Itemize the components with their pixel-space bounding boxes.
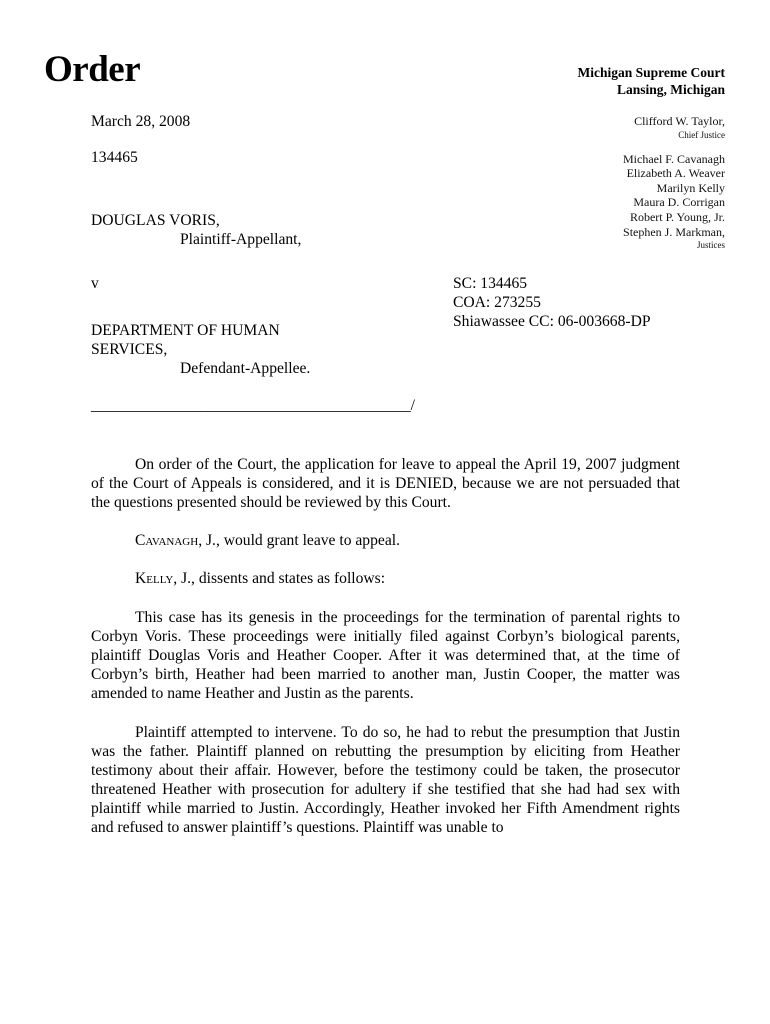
justice-name: Robert P. Young, Jr.: [629, 209, 725, 224]
coa-number: COA: 273255: [453, 294, 541, 311]
circuit-court-number: Shiawassee CC: 06-003668-DP: [453, 313, 651, 330]
order-paragraph: [91, 455, 680, 512]
court-header: [578, 64, 726, 98]
statement-text: , J., would grant leave to appeal.: [198, 532, 400, 549]
plaintiff-name: DOUGLAS VORIS,: [91, 212, 220, 229]
defendant-role: Defendant-Appellee.: [180, 360, 311, 377]
defendant-name-line1: DEPARTMENT OF HUMAN: [91, 322, 280, 339]
justices-role: Justices: [697, 240, 725, 251]
defendant-block: [91, 321, 310, 378]
docket-number: 134465: [91, 149, 138, 166]
justice-name: Stephen J. Markman,: [623, 224, 725, 239]
order-title: Order: [44, 49, 141, 90]
paragraph-text: Plaintiff attempted to intervene. To do so, he had to rebut the presumption that Justin was the father. Plaintiff planned on rebutting the presumption by eliciting from Heather testimony about their affair. However, before the testimony could be taken, the prosecutor threatened Heather with prosecution for adultery if she testified that she had had sex with plaintiff while married to Justin. Accordingly, Heather invoked her Fifth Amendment rights and refused to answer plaintiff’s questions. Plaintiff was unable to: [91, 724, 680, 836]
paragraph-text: This case has its genesis in the proceedings for the termination of parental rights to Corbyn Voris. These proceedings were initially filed against Corbyn’s biological parents, plaintiff Douglas Voris and Heather Cooper. After it was determined that, at the time of Corbyn’s birth, Heather had been married to another man, Justin Cooper, the matter was amended to name Heather and Justin as the parents.: [91, 609, 680, 702]
case-numbers: [453, 274, 651, 331]
chief-justice-role: Chief Justice: [678, 129, 725, 140]
order-date: March 28, 2008: [91, 113, 191, 130]
versus-label: v: [91, 275, 99, 292]
dissent-paragraph: [91, 608, 680, 703]
paragraph-text: On order of the Court, the application for leave to appeal the April 19, 2007 judgment of the Court of Appeals is considered, and it is DENIED, because we are not persuaded that the questions presented should be reviewed by this Court.: [91, 456, 680, 511]
dissent-paragraph: [91, 723, 680, 837]
chief-justice-name: Clifford W. Taylor,: [634, 114, 725, 128]
justice-surname: Cavanagh: [135, 532, 199, 549]
justice-name: Marilyn Kelly: [656, 180, 725, 195]
justices-list: [623, 114, 725, 251]
justice-name: Maura D. Corrigan: [633, 195, 725, 210]
sc-number: SC: 134465: [453, 275, 528, 292]
caption-rule: _________________________________________/: [91, 397, 416, 414]
defendant-name-line2: SERVICES,: [91, 341, 168, 358]
plaintiff-role: Plaintiff-Appellant,: [180, 231, 302, 248]
court-name: Michigan Supreme Court: [577, 65, 725, 80]
cavanagh-statement: [91, 531, 680, 550]
statement-text: , J., dissents and states as follows:: [173, 570, 386, 587]
court-location: Lansing, Michigan: [616, 82, 725, 97]
justice-surname: Kelly: [135, 570, 174, 587]
plaintiff-block: [91, 211, 301, 249]
justice-name: Michael F. Cavanagh: [622, 151, 725, 166]
kelly-statement: [91, 569, 680, 588]
justice-name: Elizabeth A. Weaver: [626, 166, 725, 181]
